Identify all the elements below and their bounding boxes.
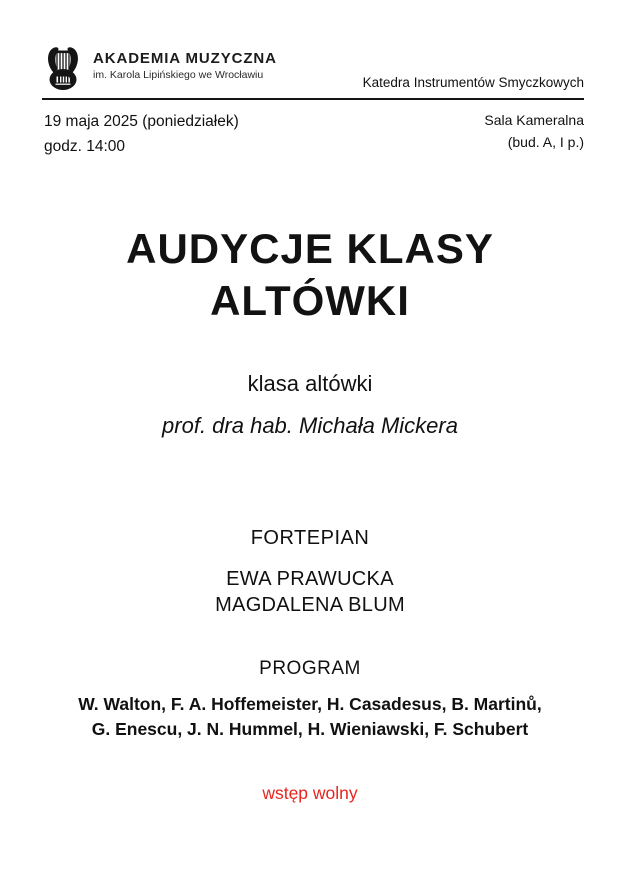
- event-date: 19 maja 2025 (poniedziałek): [44, 113, 239, 130]
- professor-name: prof. dra hab. Michała Mickera: [162, 413, 458, 439]
- academy-logo: [44, 44, 277, 91]
- department-name: Katedra Instrumentów Smyczkowych: [362, 75, 584, 90]
- page-title-line1: AUDYCJE KLASY: [126, 225, 494, 273]
- program-composers-line1: W. Walton, F. A. Hoffemeister, H. Casadesus, B. Martinů,: [78, 694, 542, 715]
- performer-names: [0, 566, 620, 618]
- page-title: [0, 223, 620, 327]
- header: [0, 0, 620, 91]
- page-title-line2: ALTÓWKI: [210, 277, 410, 325]
- academy-text: [93, 50, 277, 84]
- academy-name: AKADEMIA MUZYCZNA: [93, 50, 277, 68]
- performer-name: EWA PRAWUCKA: [226, 568, 394, 591]
- venue-name: Sala Kameralna: [484, 112, 584, 128]
- event-info-row: [0, 100, 620, 159]
- program-composers-line2: G. Enescu, J. N. Hummel, H. Wieniawski, F. Schubert: [91, 718, 529, 739]
- performers-section-label: FORTEPIAN: [250, 527, 370, 550]
- event-venue: [484, 109, 584, 159]
- program-composers: [0, 692, 620, 741]
- class-label: klasa altówki: [247, 371, 373, 397]
- lyre-icon: [44, 44, 82, 91]
- admission-note: wstęp wolny: [262, 783, 358, 804]
- program-section-label: PROGRAM: [259, 658, 361, 680]
- venue-detail: (bud. A, I p.): [507, 134, 584, 151]
- performer-name: MAGDALENA BLUM: [215, 594, 405, 617]
- event-time: godz. 14:00: [44, 138, 126, 156]
- academy-subtitle: im. Karola Lipińskiego we Wrocławiu: [93, 69, 264, 82]
- event-datetime: [44, 109, 239, 159]
